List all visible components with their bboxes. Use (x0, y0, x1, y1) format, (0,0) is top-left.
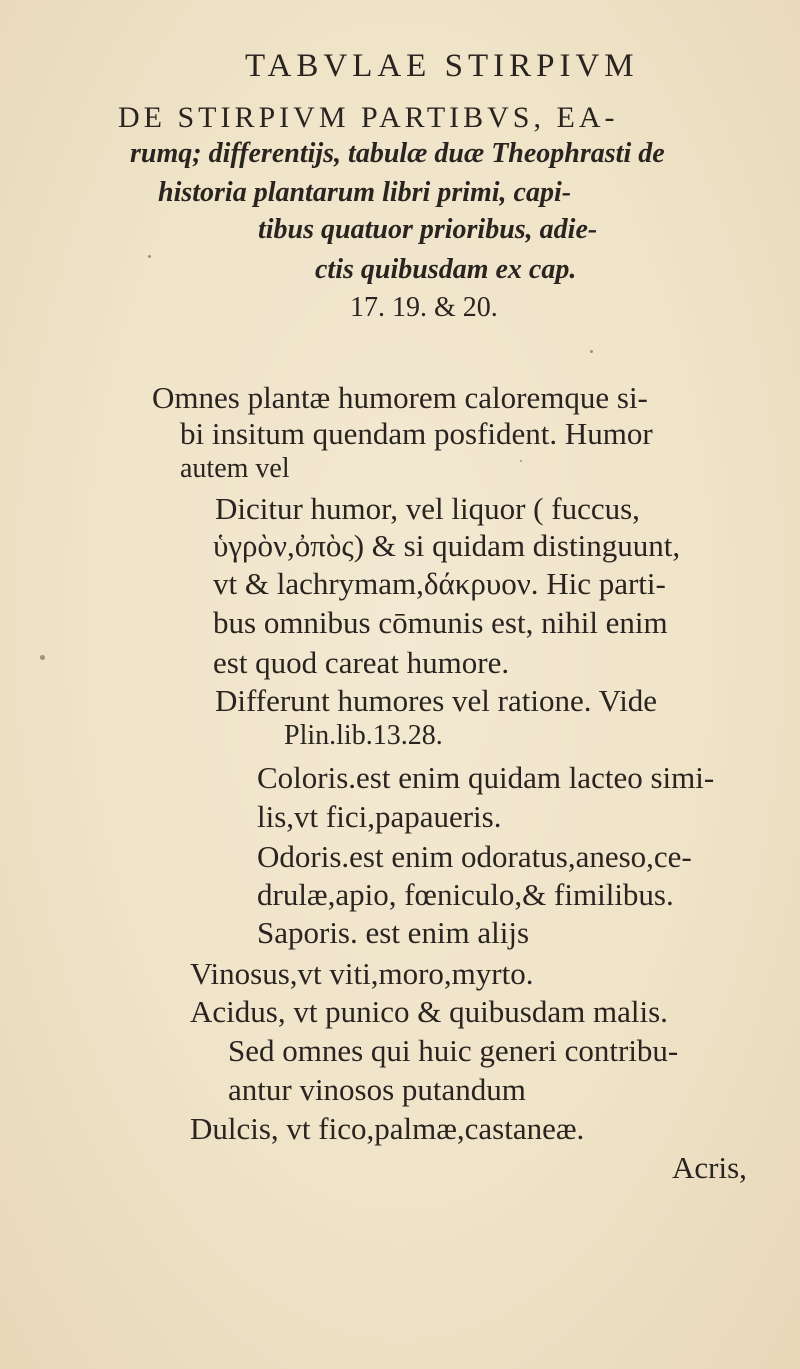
body-line: antur vinosos putandum (228, 1072, 526, 1107)
body-line: autem vel (180, 453, 290, 484)
body-line: ὑγρὸν,ὀπὸς) & si quidam distinguunt, (213, 528, 681, 563)
catchword: Acris, (672, 1150, 747, 1185)
chapter-title-line-2: rumq; differentijs, tabulæ duæ Theophrasti de (130, 138, 665, 169)
chapter-title-line-1: DE STIRPIVM PARTIBVS, EA- (118, 101, 619, 134)
paper-speck (40, 655, 45, 660)
body-line: bus omnibus cōmunis est, nihil enim (213, 605, 668, 640)
paper-speck (148, 255, 151, 258)
paper-speck (590, 350, 593, 353)
body-line: Sed omnes qui huic generi contribu- (228, 1033, 679, 1068)
paper-speck (520, 460, 522, 462)
body-line: bi insitum quendam posfident. Humor (180, 416, 653, 451)
running-head: TABVLAE STIRPIVM (245, 48, 639, 84)
body-line: lis,vt fici,papaueris. (257, 799, 502, 834)
body-line: Omnes plantæ humorem caloremque si- (152, 380, 648, 415)
chapter-title-line-6: 17. 19. & 20. (350, 292, 498, 323)
body-line: Saporis. est enim alijs (257, 915, 530, 950)
body-line: drulæ,apio, fœniculo,& fimilibus. (257, 877, 674, 912)
chapter-title-line-5: ctis quibusdam ex cap. (315, 254, 577, 285)
body-line: Coloris.est enim quidam lacteo simi- (257, 760, 715, 795)
body-line: est quod careat humore. (213, 645, 510, 680)
body-line: Plin.lib.13.28. (284, 720, 443, 751)
body-line: vt & lachrymam,δάκρυον. Hic parti- (213, 566, 666, 601)
body-line: Dicitur humor, vel liquor ( fuccus, (215, 491, 640, 526)
body-line: Differunt humores vel ratione. Vide (215, 683, 658, 718)
body-line: Vinosus,vt viti,moro,myrto. (190, 956, 534, 991)
chapter-title-line-4: tibus quatuor prioribus, adie- (258, 214, 598, 245)
body-line: Odoris.est enim odoratus,aneso,ce- (257, 839, 692, 874)
body-line: Dulcis, vt fico,palmæ,castaneæ. (190, 1111, 585, 1146)
chapter-title-line-3: historia plantarum libri primi, capi- (158, 177, 572, 208)
body-line: Acidus, vt punico & quibusdam malis. (190, 994, 668, 1029)
